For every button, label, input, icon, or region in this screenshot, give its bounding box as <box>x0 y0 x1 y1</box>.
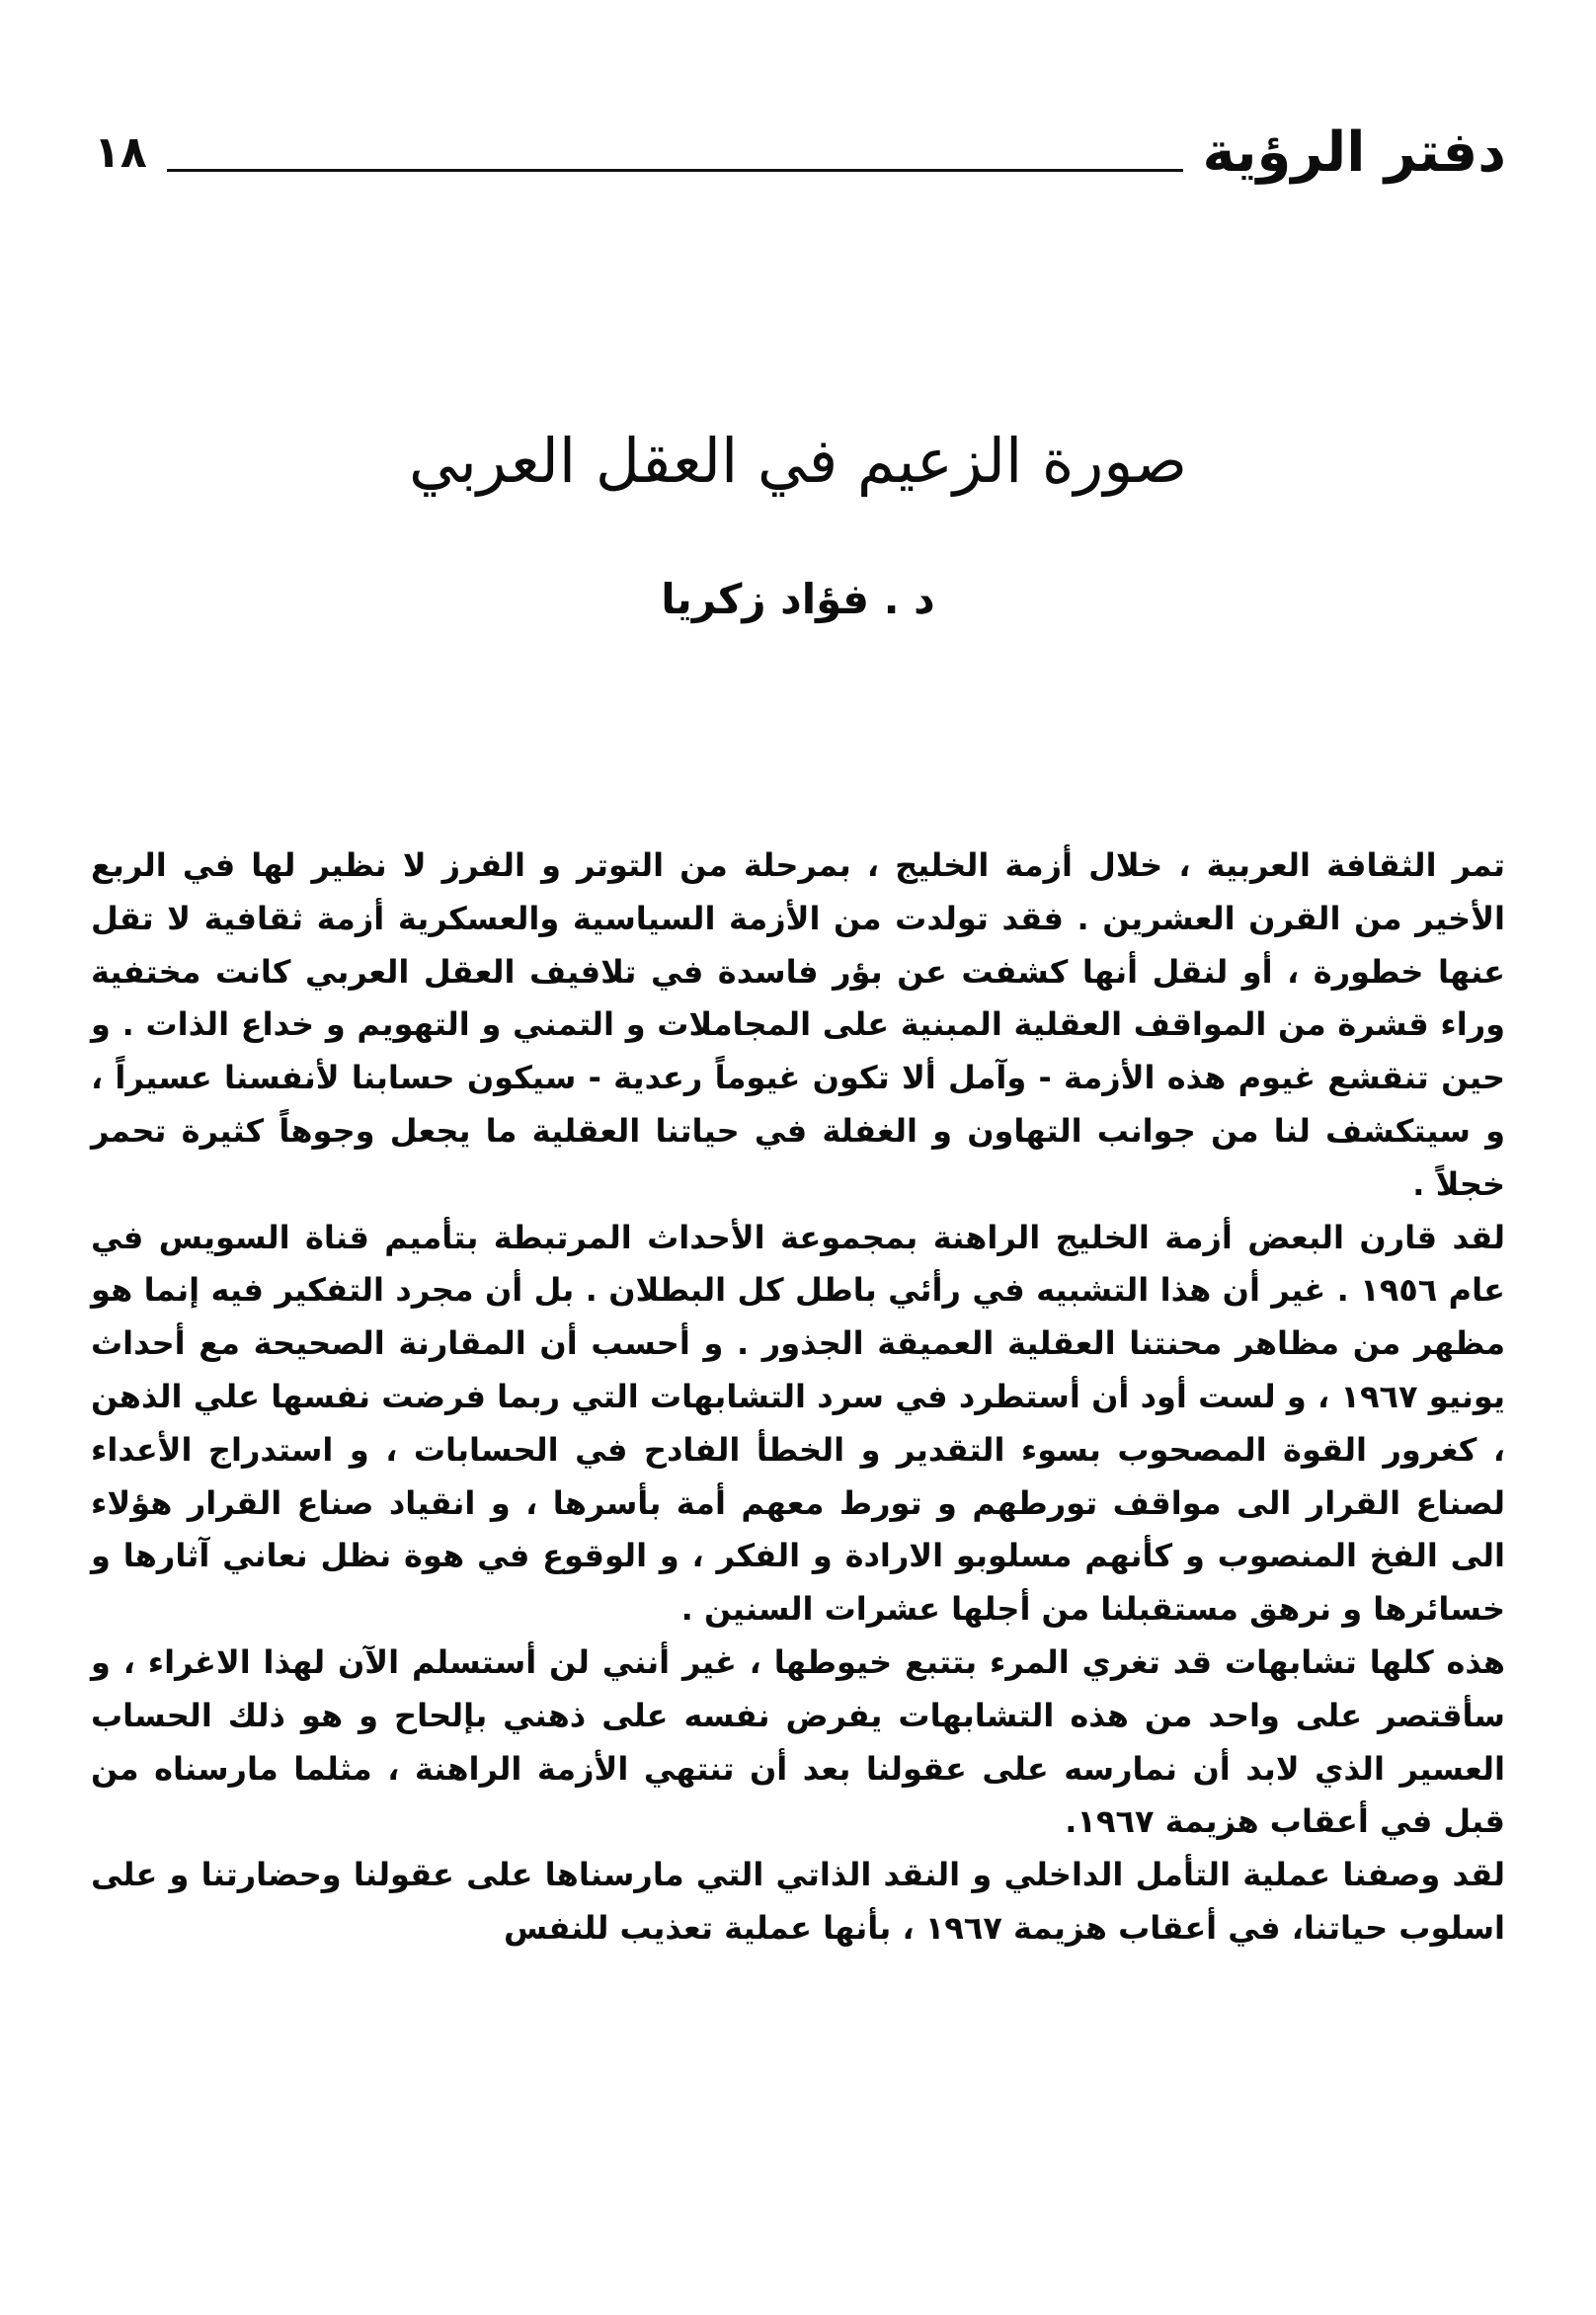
paragraph-4: لقد وصفنا عملية التأمل الداخلي و النقد الذاتي التي مارسناها على عقولنا وحضارتنا و على اسلوب حياتنا، في أعقاب هزيمة ١٩٦٧ ، بأنها عملية تعذيب للنفس <box>91 1856 1505 1947</box>
page-number: ١٨ <box>94 127 147 178</box>
running-header <box>94 109 1506 188</box>
author-name: د . فؤاد زكريا <box>661 575 935 623</box>
paragraph-3: هذه كلها تشابهات قد تغري المرء بتتبع خيوطها ، غير أنني لن أستسلم الآن لهذا الاغراء ، و سأقتصر على واحد من هذه التشابهات يفرض نفسه على ذهني بإلحاح و هو ذلك الحساب العسير الذي لابد أن نمارسه على عقولنا بعد أن تنتهي الأزمة الراهنة ، مثلما مارسناه من قبل في أعقاب هزيمة ١٩٦٧. <box>91 1642 1505 1841</box>
article-body <box>91 839 1505 1956</box>
header-rule <box>167 169 1183 172</box>
article-title: صورة الزعيم في العقل العربي <box>408 424 1188 497</box>
running-title: دفتر الرؤية <box>1202 120 1506 185</box>
paragraph-2: لقد قارن البعض أزمة الخليج الراهنة بمجموعة الأحداث المرتبطة بتأميم قناة السويس في عام ١٩٥٦ . غير أن هذا التشبيه في رأئي باطل كل البطلان . بل أن مجرد التفكير فيه إنما هو مظهر من مظاهر محنتنا العقلية العميقة الجذور . و أحسب أن المقارنة الصحيحة مع أحداث يونيو ١٩٦٧ ، و لست أود أن أستطرد في سرد التشابهات التي ربما فرضت نفسها علي الذهن ، كغرور القوة المصحوب بسوء التقدير و الخطأ الفادح في الحسابات ، و استدراج الأعداء لصناع القرار الى مواقف تورطهم و تورط معهم أمة بأسرها ، و انقياد صناع القرار هؤلاء الى الفخ المنصوب و كأنهم مسلوبو الارادة و الفكر ، و الوقوع في هوة نظل نعاني آثارها و خسائرها و نرهق مستقبلنا من أجلها عشرات السنين . <box>91 1218 1506 1629</box>
paragraph-1: تمر الثقافة العربية ، خلال أزمة الخليج ، بمرحلة من التوتر و الفرز لا نظير لها في الربع الأخير من القرن العشرين . فقد تولدت من الأزمة السياسية والعسكرية أزمة ثقافية لا تقل عنها خطورة ، أو لنقل أنها كشفت عن بؤر فاسدة في تلافيف العقل العربي كانت مختفية وراء قشرة من المواقف العقلية المبنية على المجاملات و التمني و التهويم و خداع الذات . و حين تنقشع غيوم هذه الأزمة - وآمل ألا تكون غيوماً رعدية - سيكون حسابنا لأنفسنا عسيراً ، و سيتكشف لنا من جوانب التهاون و الغفلة في حياتنا العقلية ما يجعل وجوهاً كثيرة تحمر خجلاً . <box>91 846 1505 1203</box>
